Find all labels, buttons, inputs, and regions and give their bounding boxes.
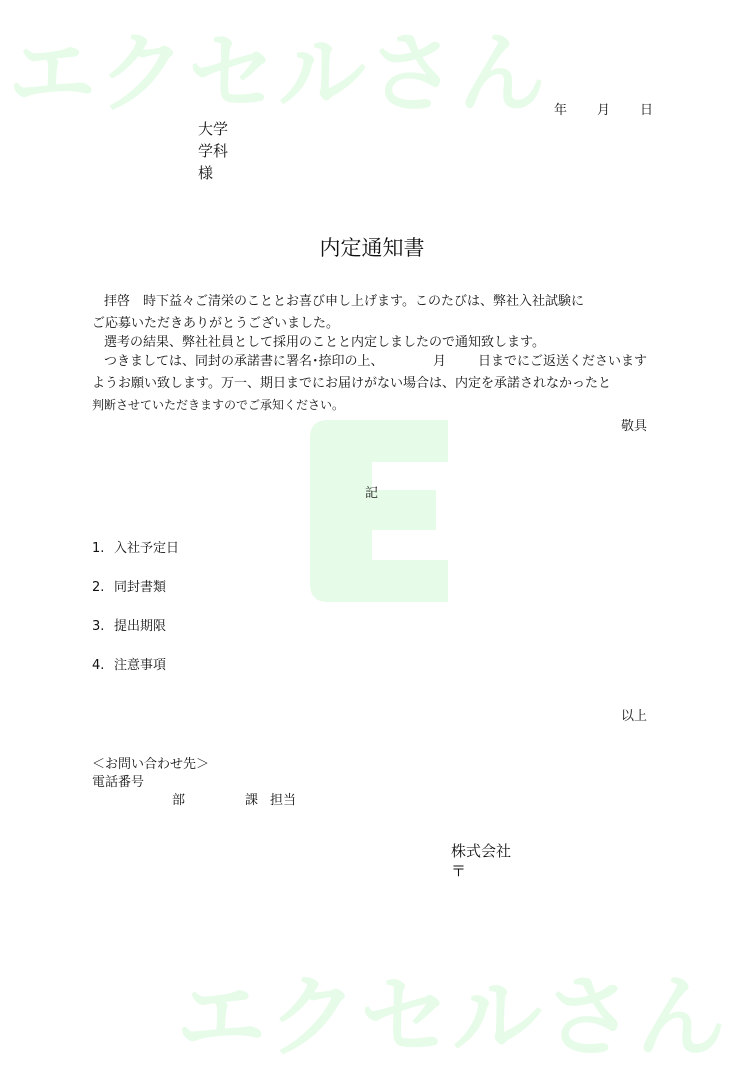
list-item-number: 1. bbox=[92, 541, 105, 556]
notes-heading: 記 bbox=[365, 486, 379, 501]
recipient-honorific: 様 bbox=[198, 164, 214, 182]
contact-person: 担当 bbox=[270, 793, 297, 808]
contact-heading: ＜お問い合わせ先＞ bbox=[92, 757, 210, 772]
list-item-label: 入社予定日 bbox=[114, 541, 180, 556]
end-mark: 以上 bbox=[621, 709, 648, 724]
list-item-number: 2. bbox=[92, 580, 105, 595]
list-item-number: 3. bbox=[92, 619, 105, 634]
list-item-number: 4. bbox=[92, 658, 105, 673]
company-name: 株式会社 bbox=[451, 842, 512, 860]
watermark-e-logo bbox=[310, 420, 448, 602]
contact-phone-label: 電話番号 bbox=[92, 775, 145, 790]
list-item-label: 注意事項 bbox=[114, 658, 167, 673]
list-item bbox=[92, 537, 179, 556]
list-item bbox=[92, 654, 166, 673]
body-line-4b: 月 bbox=[433, 354, 447, 369]
watermark-top: エクセルさん bbox=[8, 22, 549, 125]
body-line-6: 判断させていただきますのでご承知ください。 bbox=[92, 398, 345, 412]
list-item-label: 同封書類 bbox=[114, 580, 167, 595]
body-line-5: ようお願い致します。万一、期日までにお届けがない場合は、内定を承諾されなかったと bbox=[92, 376, 611, 391]
date-day: 日 bbox=[640, 103, 654, 118]
contact-section: 課 bbox=[245, 793, 259, 808]
list-item bbox=[92, 615, 166, 634]
body-line-4a: つきましては、同封の承諾書に署名･捺印の上、 bbox=[104, 354, 384, 369]
recipient-university: 大学 bbox=[198, 120, 229, 138]
watermark-bottom: エクセルさん bbox=[176, 965, 728, 1070]
body-line-4c: 日までにご返送くださいます bbox=[478, 354, 648, 369]
body-line-1: 拝啓 時下益々ご清栄のこととお喜び申し上げます。このたびは、弊社入社試験に bbox=[104, 294, 584, 309]
contact-dept: 部 bbox=[172, 793, 186, 808]
date-year: 年 bbox=[554, 103, 568, 118]
list-item bbox=[92, 576, 166, 595]
body-line-3: 選考の結果、弊社社員として採用のことと内定しましたので通知致します。 bbox=[104, 335, 545, 350]
closing-word: 敬具 bbox=[621, 419, 648, 434]
date-month: 月 bbox=[597, 103, 611, 118]
recipient-department: 学科 bbox=[198, 142, 229, 160]
body-line-2: ご応募いただきありがとうございました。 bbox=[92, 316, 340, 331]
page-title: 内定通知書 bbox=[319, 236, 425, 260]
postal-mark: 〒 bbox=[451, 862, 467, 880]
list-item-label: 提出期限 bbox=[114, 619, 167, 634]
